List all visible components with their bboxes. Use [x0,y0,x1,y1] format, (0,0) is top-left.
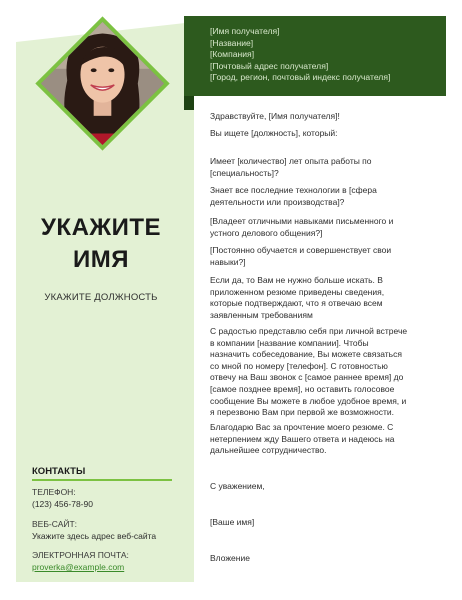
letter-point-communication[interactable]: [Владеет отличными навыками письменного и устного делового общения?] [210,216,394,238]
recipient-city[interactable]: [Город, регион, почтовый индекс получателя] [210,72,391,82]
recipient-street[interactable]: [Почтовый адрес получателя] [210,60,329,71]
letter-paragraph-resume[interactable]: Если да, то Вам не нужно больше искать. В приложенном резюме приведены сведения, которые подтверждают, что я отвечаю всем заявленным требованиям [210,275,385,320]
phone-value[interactable]: (123) 456-78-90 [32,499,93,509]
candidate-job-title[interactable]: УКАЖИТЕ ДОЛЖНОСТЬ [44,292,158,303]
email-label: ЭЛЕКТРОННАЯ ПОЧТА: [32,550,129,560]
email-link[interactable]: proverka@example.com [32,562,125,572]
candidate-name-line-1: УКАЖИТЕ [40,214,162,241]
recipient-name[interactable]: [Имя получателя] [210,26,280,36]
letter-signature[interactable]: [Ваше имя] [210,517,255,527]
candidate-name[interactable] [16,212,186,276]
header-tab-shadow [184,96,194,110]
recipient-title[interactable]: [Название] [210,37,254,48]
letter-paragraph-thanks[interactable]: Благодарю Вас за прочтение моего резюме. С нетерпением жду Вашего ответа и надеюсь на дальнейшее сотрудничество. [210,422,395,456]
contacts-divider [32,479,172,481]
letter-point-technology[interactable]: Знает все последние технологии в [сфера деятельности или производства]? [210,185,377,207]
website-label: ВЕБ-САЙТ: [32,519,78,529]
letter-point-experience[interactable]: Имеет [количество] лет опыта работы по [специальность]? [210,156,372,178]
recipient-address-block[interactable] [210,26,440,84]
website-value[interactable]: Укажите здесь адрес веб-сайта [32,531,157,541]
contacts-heading: КОНТАКТЫ [32,466,86,477]
candidate-name-line-2: ИМЯ [73,246,129,273]
letter-closing[interactable]: С уважением, [210,481,265,491]
phone-label: ТЕЛЕФОН: [32,487,76,497]
letter-intro[interactable]: Вы ищете [должность], который: [210,128,338,138]
letter-paragraph-interview[interactable]: С радостью представлю себя при личной встрече в компании [название компании]. Чтобы назначить собеседование, Вы можете связаться со мной по номеру [телефон]. С готовностью отвечу на Ваш звонок с [самое раннее время] до [самое позднее время], но оставить голосовое сообщение Вы можете в любое удобное время, и я перезвоню Вам при первой же возможности. [210,326,408,418]
letter-point-learning[interactable]: [Постоянно обучается и совершенствует свои навыки?] [210,245,392,267]
recipient-company[interactable]: [Компания] [210,49,255,59]
letter-greeting[interactable]: Здравствуйте, [Имя получателя]! [210,111,340,121]
letter-enclosure[interactable]: Вложение [210,553,250,563]
